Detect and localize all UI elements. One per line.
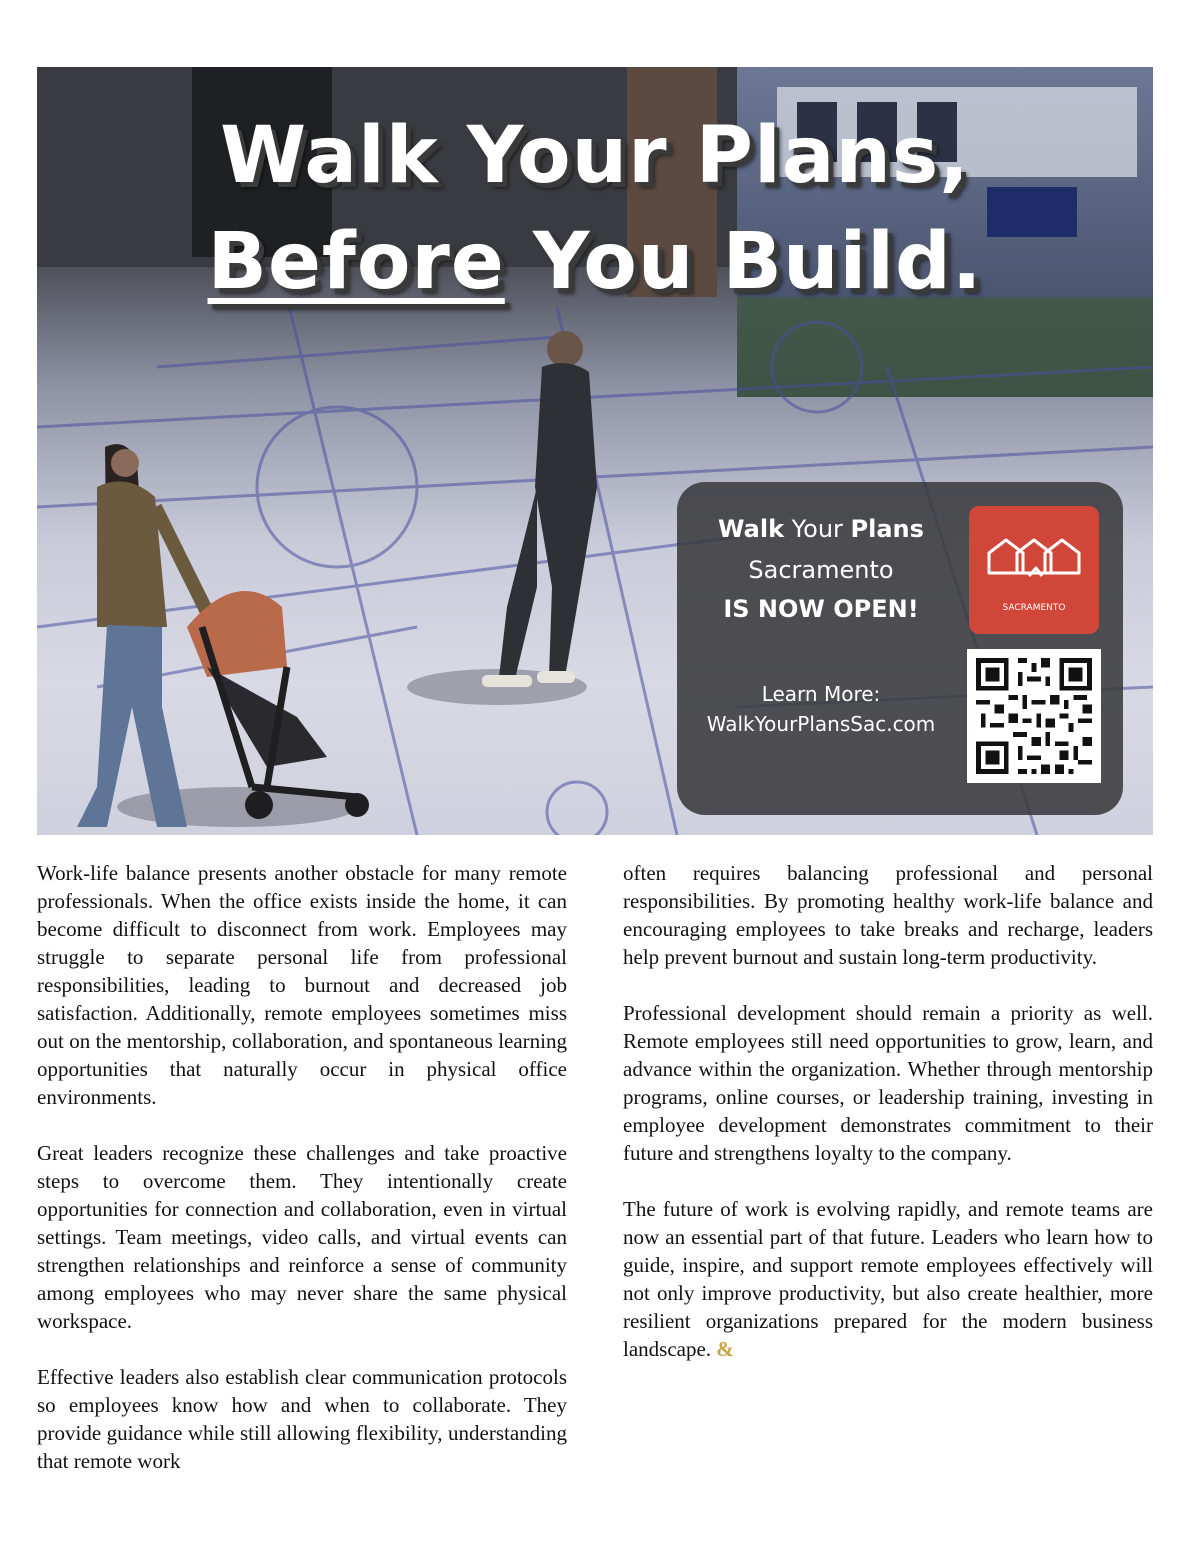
ad-headline-underlined-word: Before xyxy=(207,217,505,307)
panel-url-link[interactable]: WalkYourPlansSac.com xyxy=(706,712,936,736)
ad-headline-line-1: Walk Your Plans, xyxy=(220,111,970,201)
article-paragraph: Great leaders recognize these challenges and take proactive steps to overcome them. They intentionally create opportunities for connection and collaboration, even in virtual settings. Team meetings, video calls, and virtual events can strengthen relationships and reinforce a sense of community among employees who may never share the same physical workspace. xyxy=(37,1141,567,1333)
article-paragraph: Work-life balance presents another obstacle for many remote professionals. When the office exists inside the home, it can become difficult to disconnect from work. Employees may struggle to separate personal life from professional responsibilities, leading to burnout and decreased job satisfaction. Additionally, remote employees sometimes miss out on the mentorship, collaboration, and spontaneous learning opportunities that naturally occur in physical office environments. xyxy=(37,861,567,1109)
panel-brand-line xyxy=(677,515,965,543)
logo-label: SACRAMENTO xyxy=(1002,603,1066,613)
panel-now-open: IS NOW OPEN! xyxy=(723,595,919,623)
panel-brand-your: Your xyxy=(784,515,851,543)
ad-info-panel xyxy=(677,482,1123,815)
ad-headline-rest: You Build. xyxy=(504,217,983,307)
article-paragraph: often requires balancing professional and personal responsibilities. By promoting healthy work-life balance and encouraging employees to take breaks and recharge, leaders help prevent burnout and sustain long-term productivity. xyxy=(623,861,1153,969)
article-paragraph: Professional development should remain a priority as well. Remote employees still need opportunities to grow, learn, and advance within the organization. Whether through mentorship programs, online courses, or leadership training, investing in employee development demonstrates commitment to their future and strengthens loyalty to the company. xyxy=(623,1001,1153,1165)
article-paragraph: Effective leaders also establish clear communication protocols so employees know how and when to collaborate. They provide guidance while still allowing flexibility, understanding that remote work xyxy=(37,1365,567,1473)
article-right-column xyxy=(623,859,1153,1391)
house-outline-logo-icon xyxy=(984,528,1084,588)
qr-code[interactable] xyxy=(967,649,1101,783)
qr-code-icon xyxy=(967,649,1101,783)
ad-headline-line-2 xyxy=(37,217,1153,307)
panel-city: Sacramento xyxy=(748,556,894,584)
panel-brand-walk: Walk xyxy=(718,515,785,543)
article-final-text: The future of work is evolving rapidly, and remote teams are now an essential part of that future. Leaders who learn how to guide, inspire, and support remote employees effectively will not only improve productivity, but also create healthier, more resilient organizations prepared for the modern business landscape. xyxy=(623,1197,1153,1361)
panel-brand-plans: Plans xyxy=(850,515,924,543)
article-paragraph-final xyxy=(623,1195,1153,1363)
walk-your-plans-logo xyxy=(969,506,1099,634)
article-left-column xyxy=(37,859,567,1503)
article-end-mark: & xyxy=(716,1337,734,1361)
panel-learn-more: Learn More: xyxy=(761,682,881,706)
walk-your-plans-ad xyxy=(37,67,1153,835)
